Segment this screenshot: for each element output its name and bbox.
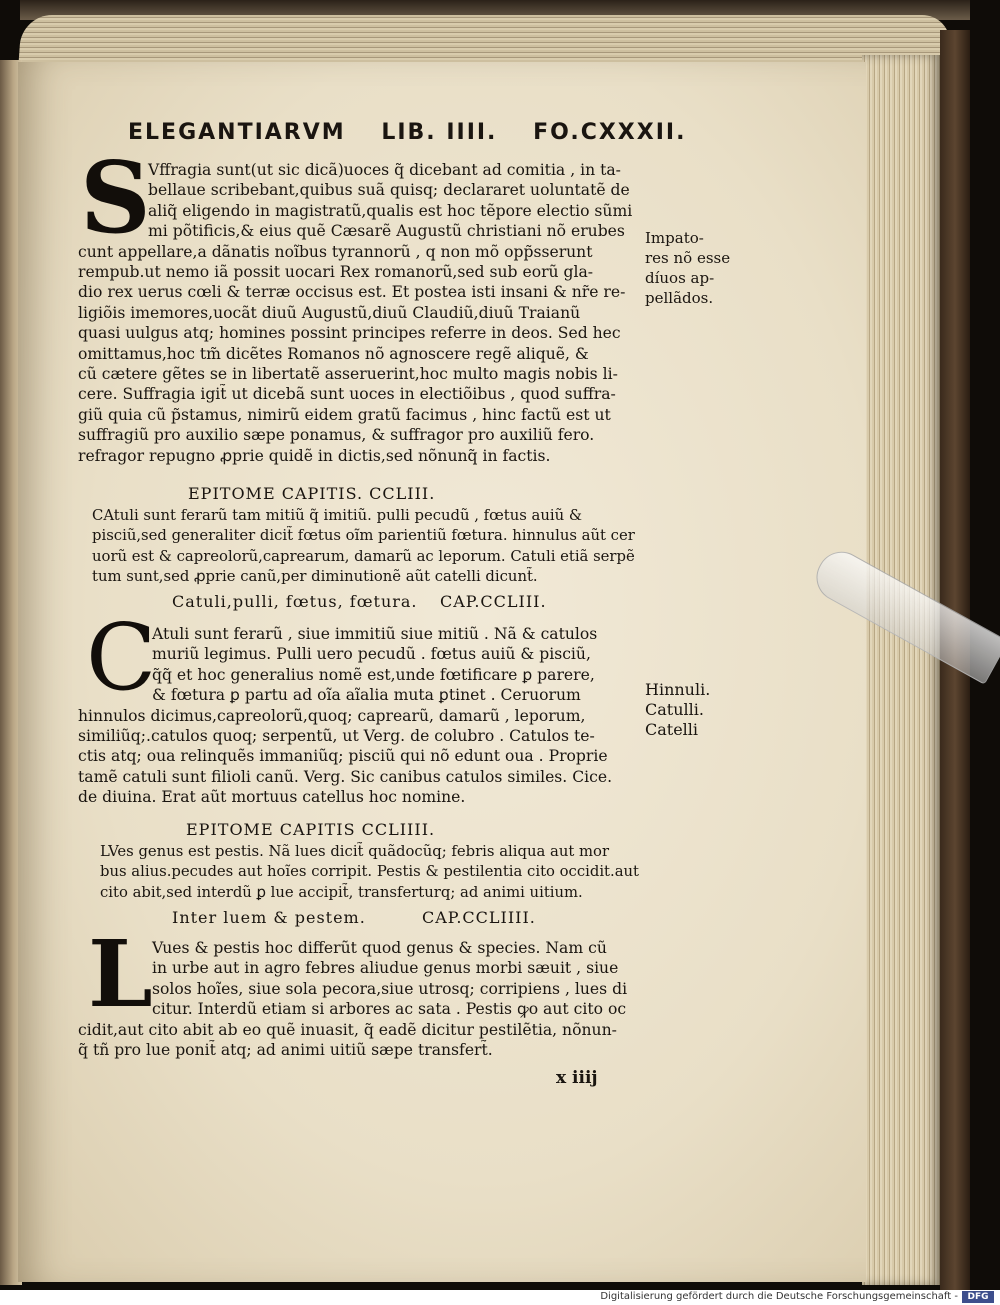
text-line: cere. Suffragia igit̃ ut dicebã sunt uoces in electiõibus , quod suffra- — [78, 385, 616, 404]
text-line: cunt appellare,a dãnatis noĩbus tyrannorũ , q non mõ opp̃sserunt — [78, 242, 593, 261]
text-line: Atuli sunt ferarũ , siue immitiũ siue mitiũ . Nã & catulos — [152, 625, 598, 643]
text-line: similiũq;.catulos quoq; serpentũ, ut Verg. de colubro . Catulos te- — [78, 727, 595, 746]
dfg-logo: DFG — [962, 1291, 994, 1303]
marginal-note-imperatores — [645, 228, 735, 308]
text-line: solos hoĩes, siue sola pecora,siue utrosq; corripiens , lues di — [152, 979, 628, 998]
text-line: hinnulos dicimus,capreolorũ,quoq; caprearũ, damarũ , leporum, — [78, 706, 586, 725]
text-line: ctis atq; oua relinquẽs immaniũq; pisciũ qui nõ edunt oua . Proprie — [78, 747, 608, 766]
margin-line: Catelli — [645, 720, 699, 739]
text-line: cito abit,sed interdũ ꝑ lue accipit̃, transferturq; ad animi uitium. — [100, 883, 583, 901]
dropcap-s: S — [80, 141, 151, 256]
epitome-text-2 — [78, 842, 653, 903]
text-line: de diuina. Erat aũt mortuus catellus hoc nomine. — [78, 788, 466, 807]
text-line: quasi uulgus atq; homines possint principes referre in deos. Sed hec — [78, 324, 621, 343]
text-line: & fœtura ꝑ partu ad oĩa aĩalia muta ꝑtinet . Ceruorum — [152, 686, 581, 705]
chapter-title-left-1: Catuli,pulli, fœtus, fœtura. — [172, 592, 418, 611]
margin-line: Catulli. — [645, 700, 704, 719]
margin-line: Impato- — [645, 229, 704, 247]
margin-line: díuos ap- — [645, 269, 715, 287]
text-line: pisciũ,sed generaliter dicit̃ fœtus oĩm parientiũ fœtura. hinnulus aũt cer — [92, 527, 635, 545]
text-line: Vues & pestis hoc differũt quod genus & species. Nam cũ — [152, 939, 607, 957]
margin-line: Hinnuli. — [645, 680, 711, 699]
text-line: omittamus,hoc tm̃ dicẽtes Romanos nõ agnoscere regẽ aliquẽ, & — [78, 344, 589, 363]
text-line: Vffragia sunt(ut sic dicã)uoces q̃ dicebant ad comitia , in ta- — [148, 161, 621, 179]
margin-line: pellãdos. — [645, 289, 714, 307]
section-suffragia — [78, 160, 653, 466]
signature-mark: x iiij — [556, 1068, 598, 1088]
dropcap-c: C — [86, 604, 157, 711]
dropcap-l: L — [88, 920, 153, 1028]
footer-credit: Digitalisierung gefördert durch die Deutsche Forschungsgemeinschaft - — [600, 1291, 958, 1302]
text-line: bus alius.pecudes aut hoĩes corripit. Pestis & pestilentia cito occidit.aut — [100, 863, 640, 881]
text-line: in urbe aut in agro febres aliudue genus morbi sæuit , siue — [152, 959, 619, 978]
text-line: CAtuli sunt ferarũ tam mitiũ q̃ imitiũ. pulli pecudũ , fœtus auiũ & — [92, 507, 583, 524]
header-folio: FO.CXXXII. — [533, 120, 687, 145]
section-lues — [78, 938, 653, 1060]
text-line: ligiõis imemores,uocãt diuũ Augustũ,diuũ Claudiũ,diuũ Traianũ — [78, 303, 581, 322]
section-catuli — [78, 624, 653, 808]
page-edges-right — [862, 55, 942, 1285]
text-line: tamẽ catuli sunt filioli canũ. Verg. Sic canibus catulos similes. Cice. — [78, 767, 613, 786]
text-line: suffragiũ pro auxilio sæpe ponamus, & suffragor pro auxiliũ fero. — [78, 426, 595, 445]
text-line: muriũ legimus. Pulli uero pecudũ . fœtus auiũ & pisciũ, — [152, 645, 591, 664]
text-line: LVes genus est pestis. Nã lues dicit̃ quãdocũq; febris aliqua aut mor — [100, 843, 610, 860]
epitome-heading-2: EPITOME CAPITIS CCLIIII. — [186, 820, 436, 839]
text-line: q̃ tñ pro lue ponit̃ atq; ad animi uitiũ sæpe transfert̃. — [78, 1041, 493, 1060]
header-book: LIB. IIII. — [381, 120, 498, 145]
margin-line: res nõ esse — [645, 249, 731, 267]
chapter-number-2: CAP.CCLIIII. — [422, 908, 536, 927]
text-line: aliq̃ eligendo in magistratũ,qualis est hoc tẽpore electio sũmi — [148, 201, 633, 220]
text-line: cidit,aut cito abit ab eo quẽ inuasit, q̃ eadẽ dicitur pestilẽtia, nõnun- — [78, 1020, 617, 1039]
epitome-heading-1: EPITOME CAPITIS. CCLIII. — [188, 484, 436, 503]
text-line: citur. Interdũ etiam si arbores ac sata . Pestis ꝙo aut cito oc — [152, 1000, 627, 1019]
marginal-note-hinnuli — [645, 680, 735, 740]
text-line: bellaue scribebant,quibus suã quisq; declararet uoluntatẽ de — [148, 181, 630, 200]
text-line: q̃q̃ et hoc generalius nomẽ est,unde fœtificare ꝑ parere, — [152, 665, 595, 684]
digitization-footer — [0, 1290, 1000, 1305]
text-line: uorũ est & capreolorũ,caprearum, damarũ ac leporum. Catuli etiã serpẽ — [92, 547, 635, 565]
text-line: cũ cætere gẽtes se in libertatẽ asseruerint,hoc multo magis nobis li- — [78, 365, 618, 384]
text-line: dio rex uerus cœli & terræ occisus est. Et postea isti insani & nr̃e re- — [78, 283, 626, 302]
chapter-number-1: CAP.CCLIII. — [440, 592, 547, 611]
text-line: rempub.ut nemo iã possit uocari Rex romanorũ,sed sub eorũ gla- — [78, 263, 594, 282]
chapter-title-left-2: Inter luem & pestem. — [172, 908, 366, 927]
text-line: giũ quia cũ p̃stamus, nimirũ eidem gratũ facimus , hinc factũ est ut — [78, 405, 611, 424]
header-title: ELEGANTIARVM — [128, 120, 346, 145]
running-header — [128, 120, 687, 148]
text-line: mi põtificis,& eius quẽ Cæsarẽ Augustũ christiani nõ erubes — [148, 222, 625, 241]
epitome-text-1 — [78, 506, 653, 588]
text-line: tum sunt,sed ꝓprie canũ,per diminutionẽ aũt catelli dicunt̃. — [92, 568, 538, 586]
text-line: refragor repugno ꝓprie quidẽ in dictis,sed nõnunq̃ in factis. — [78, 446, 551, 465]
